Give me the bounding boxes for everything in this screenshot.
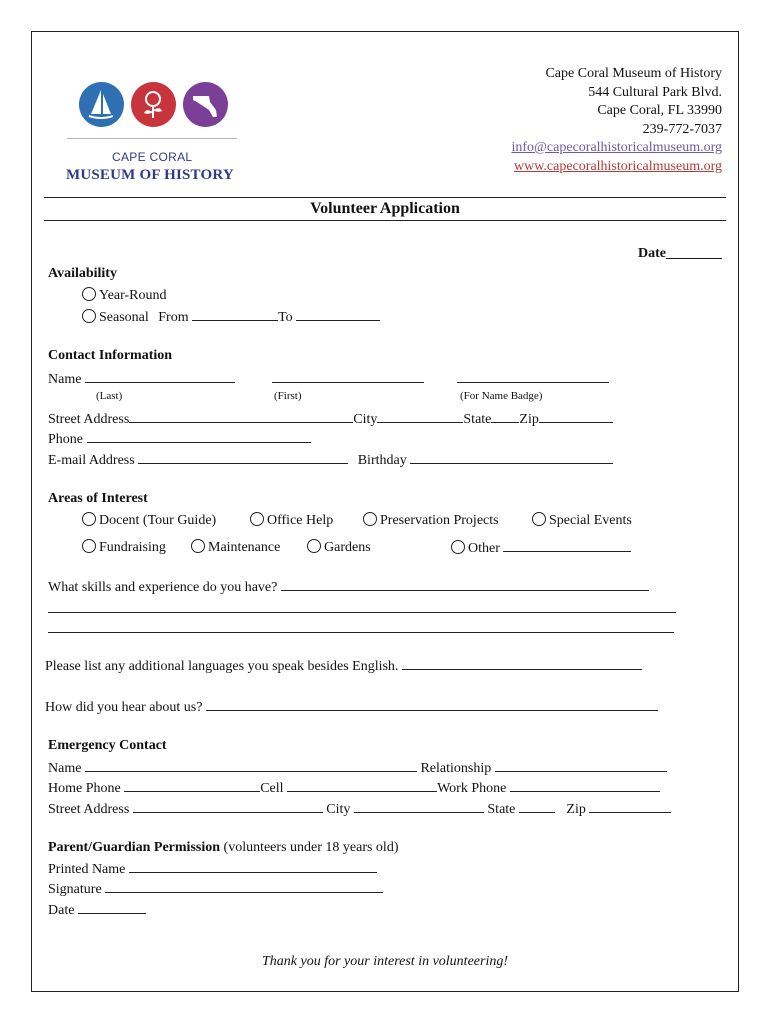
email-link[interactable]: info@capecoralhistoricalmuseum.org: [511, 140, 722, 155]
emergency-street-field[interactable]: [133, 800, 323, 813]
signature-field[interactable]: [105, 880, 383, 893]
guardian-date-field[interactable]: [78, 901, 146, 914]
badge-name-field[interactable]: [457, 370, 609, 383]
emergency-name-field[interactable]: [85, 759, 417, 772]
name-row: Name: [48, 370, 235, 388]
interest-heading: Areas of Interest: [48, 491, 148, 506]
sailboat-icon: [79, 82, 124, 127]
emergency-address-row: Street Address City State Zip: [48, 800, 671, 818]
preservation-radio[interactable]: [363, 512, 377, 526]
first-name-field[interactable]: [272, 370, 424, 383]
skills-line-2-wrap: [48, 600, 676, 618]
guardian-note: (volunteers under 18 years old): [223, 840, 399, 855]
languages-row: Please list any additional languages you speak besides English.: [45, 657, 642, 675]
interest-special-events[interactable]: Special Events: [532, 512, 632, 529]
interest-preservation[interactable]: Preservation Projects: [363, 512, 499, 529]
application-form: [31, 31, 739, 992]
zip-field[interactable]: [539, 410, 613, 423]
interest-office-help[interactable]: Office Help: [250, 512, 333, 529]
office-help-radio[interactable]: [250, 512, 264, 526]
signature-row: Signature: [48, 880, 383, 898]
email-row: E-mail Address Birthday: [48, 451, 613, 469]
year-round-radio[interactable]: [82, 287, 96, 301]
form-title: Volunteer Application: [310, 200, 460, 217]
guardian-date-row: Date: [48, 901, 146, 919]
emergency-state-field[interactable]: [519, 800, 555, 813]
phone-field[interactable]: [87, 430, 311, 443]
gardens-radio[interactable]: [307, 539, 321, 553]
museum-address: [511, 65, 722, 176]
guardian-heading-row: [48, 840, 398, 856]
emergency-city-field[interactable]: [354, 800, 484, 813]
rose-icon: [131, 82, 176, 127]
availability-heading: Availability: [48, 266, 117, 281]
docent-radio[interactable]: [82, 512, 96, 526]
date-field[interactable]: Date________: [638, 246, 722, 261]
first-name-field-wrap: [272, 370, 424, 388]
cell-phone-field[interactable]: [287, 779, 437, 792]
interest-fundraising[interactable]: Fundraising: [82, 539, 166, 556]
heard-row: How did you hear about us?: [45, 698, 658, 716]
skills-field-line-2[interactable]: [48, 600, 676, 613]
emergency-name-row: Name Relationship: [48, 759, 667, 777]
logo-museum-of-history: MUSEUM OF HISTORY: [66, 167, 234, 183]
last-name-field[interactable]: [85, 370, 235, 383]
state-map-icon: [183, 82, 228, 127]
street-address-field[interactable]: [129, 410, 353, 423]
heard-about-field[interactable]: [206, 698, 658, 711]
logo-divider: [67, 138, 237, 139]
guardian-heading: Parent/Guardian Permission: [48, 840, 221, 855]
special-events-radio[interactable]: [532, 512, 546, 526]
skills-row: What skills and experience do you have?: [48, 578, 649, 596]
languages-field[interactable]: [402, 657, 642, 670]
logo-cape-coral: CAPE CORAL: [112, 150, 193, 164]
state-field[interactable]: [491, 410, 519, 423]
badge-name-field-wrap: [457, 370, 609, 388]
title-rule-bottom: [44, 220, 726, 221]
skills-line-3-wrap: [48, 620, 674, 638]
interest-other[interactable]: Other: [451, 539, 631, 557]
seasonal-radio[interactable]: [82, 309, 96, 323]
emergency-zip-field[interactable]: [589, 800, 671, 813]
email-field[interactable]: [138, 451, 348, 464]
skills-field-line-3[interactable]: [48, 620, 674, 633]
interest-maintenance[interactable]: Maintenance: [191, 539, 280, 556]
city-field[interactable]: [377, 410, 463, 423]
street: 544 Cultural Park Blvd.: [588, 84, 722, 100]
other-radio[interactable]: [451, 540, 465, 554]
phone-row: Phone: [48, 430, 311, 448]
printed-name-field[interactable]: [129, 860, 377, 873]
badge-caption: (For Name Badge): [460, 390, 543, 402]
contact-heading: Contact Information: [48, 348, 173, 363]
interest-docent[interactable]: Docent (Tour Guide): [82, 512, 216, 529]
fundraising-radio[interactable]: [82, 539, 96, 553]
thank-you-note: Thank you for your interest in volunteering!: [262, 954, 508, 969]
org-name: Cape Coral Museum of History: [545, 66, 722, 81]
title-rule-top: [44, 197, 726, 198]
last-caption: (Last): [96, 390, 123, 402]
printed-name-row: Printed Name: [48, 860, 377, 878]
address-row: Street Address City State Zip: [48, 410, 613, 428]
seasonal-to-field[interactable]: [296, 308, 380, 321]
work-phone-field[interactable]: [510, 779, 660, 792]
option-year-round[interactable]: Year-Round: [82, 287, 167, 304]
home-phone-field[interactable]: [124, 779, 260, 792]
relationship-field[interactable]: [495, 759, 667, 772]
seasonal-from-field[interactable]: [192, 308, 278, 321]
maintenance-radio[interactable]: [191, 539, 205, 553]
website-link[interactable]: www.capecoralhistoricalmuseum.org: [514, 158, 722, 174]
other-interest-field[interactable]: [503, 539, 631, 552]
first-caption: (First): [274, 390, 302, 402]
skills-field[interactable]: [281, 578, 649, 591]
phone-number: 239-772-7037: [642, 121, 722, 137]
birthday-field[interactable]: [410, 451, 613, 464]
city-state-zip: Cape Coral, FL 33990: [597, 103, 722, 118]
option-seasonal[interactable]: Seasonal From To: [82, 308, 380, 326]
emergency-heading: Emergency Contact: [48, 738, 167, 753]
interest-gardens[interactable]: Gardens: [307, 539, 371, 556]
emergency-phone-row: Home Phone Cell Work Phone: [48, 779, 660, 797]
